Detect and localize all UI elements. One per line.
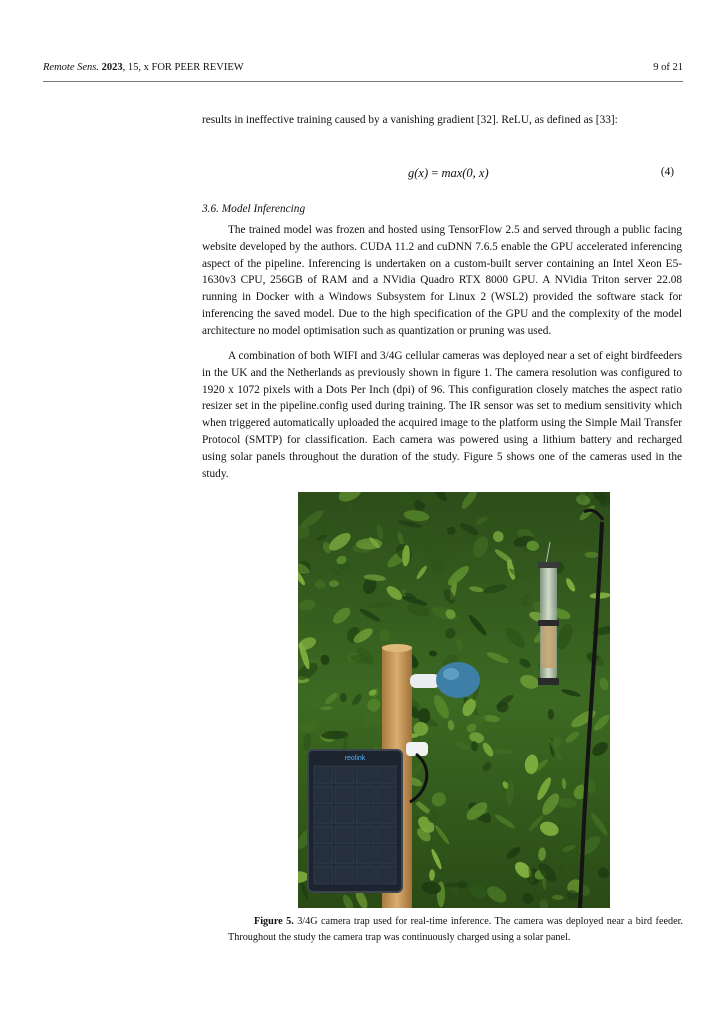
solar-cell (314, 846, 333, 864)
solar-cell (314, 866, 333, 884)
camera-body (436, 662, 480, 698)
solar-cell (335, 826, 354, 844)
equation-4 (202, 166, 682, 184)
running-header (43, 62, 683, 78)
journal-citation (43, 62, 244, 73)
paragraph-inferencing: The trained model was frozen and hosted using TensorFlow 2.5 and served through a public facing website developed by the authors. CUDA 11.2 and cuDNN 7.6.5 enable the GPU accelerated inferencing aspect of the pipeline. Inferencing is undertaken on a custom-built server containing an Intel Xeon E5-1630v3 CPU, 256GB of RAM and a NVidia Quadro RTX 8000 GPU. A NVidia Triton server 22.08 running in Docker with a Windows Subsystem for Linux 2 (WSL2) provided the software stack for inferencing the saved model. Due to the high specification of the GPU and the complexity of the model architecture no model optimisation such as quantization or pruning was used. (202, 224, 682, 337)
caption-label: Figure 5. (254, 916, 294, 927)
solar-cell (377, 826, 396, 844)
solar-cell (335, 806, 354, 824)
solar-cell (335, 786, 354, 804)
solar-cell (335, 766, 354, 784)
feeder-base (538, 678, 559, 685)
solar-cell (335, 866, 354, 884)
journal-details: , 15, x FOR PEER REVIEW (122, 62, 244, 73)
feeder-band (538, 620, 559, 626)
camera-highlight (443, 668, 459, 680)
leaf (418, 708, 430, 723)
solar-cell (356, 826, 375, 844)
journal-year: 2023 (101, 62, 123, 73)
solar-cell (314, 806, 333, 824)
solar-cell (314, 826, 333, 844)
solar-cell (377, 766, 396, 784)
camera-trap-photo (298, 492, 610, 908)
solar-cell (377, 866, 396, 884)
section-heading: 3.6. Model Inferencing (202, 203, 306, 215)
camera-mount (410, 674, 440, 688)
solar-cell (377, 806, 396, 824)
feeder-cap (538, 562, 559, 568)
feeder-seed (541, 620, 556, 668)
solar-cell (356, 846, 375, 864)
solar-cell (314, 786, 333, 804)
panel-brand-label: reolink (344, 755, 366, 762)
solar-cell (356, 786, 375, 804)
equation-number: (4) (660, 166, 674, 178)
solar-cell (356, 866, 375, 884)
post-top (382, 644, 412, 652)
solar-cell (335, 846, 354, 864)
equation-equals: = (428, 166, 442, 180)
header-rule (43, 81, 683, 82)
caption-text: 3/4G camera trap used for real-time inference. The camera was deployed near a bird feeder. Throughout the study the camera trap was continuously charged using a solar panel. (228, 916, 683, 943)
solar-cell (314, 766, 333, 784)
equation-lhs: g(x) (408, 166, 429, 180)
leaf (444, 883, 465, 888)
paragraph-cameras: A combination of both WIFI and 3/4G cellular cameras was deployed near a set of eight birdfeeders in the UK and the Netherlands as previously shown in figure 1. The camera resolution was configured to 1920 x 1072 pixels with a Dots Per Inch (dpi) of 96. This configuration closely matches the aspect ratio resizer set in the pipeline.config used during training. The IR sensor was set to medium sensitivity which when triggered automatically uploaded the acquired image to the platform using the Simple Mail Transfer Protocol (SMTP) for classification. Each camera was powered using a lithium battery and recharged using solar panels throughout the duration of the study. Figure 5 shows one of the cameras used in the study. (202, 350, 682, 480)
journal-name: Remote Sens. (43, 62, 99, 73)
solar-cell (377, 846, 396, 864)
figure-caption (228, 914, 683, 946)
solar-cell (356, 806, 375, 824)
figure-5-photo (298, 492, 610, 908)
equation-formula (408, 166, 489, 181)
solar-cell (356, 766, 375, 784)
solar-cell (377, 786, 396, 804)
leaf (424, 529, 435, 555)
paragraph-relu-intro: results in ineffective training caused by a vanishing gradient [32]. ReLU, as defined as [33]: (202, 114, 618, 126)
page-number: 9 of 21 (653, 62, 683, 73)
equation-rhs: max(0, x) (441, 166, 489, 180)
